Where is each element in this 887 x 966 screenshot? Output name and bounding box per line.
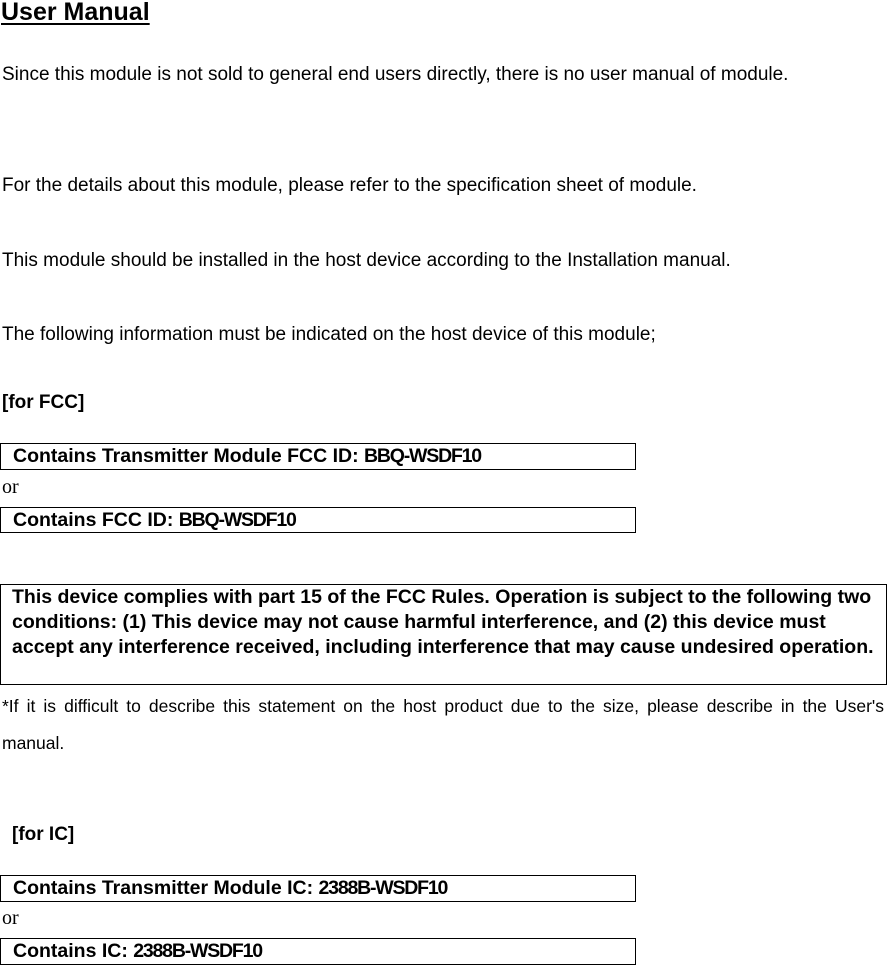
ic-or-text: or (2, 907, 19, 929)
fcc-short-label-text: Contains FCC ID: (13, 509, 179, 531)
fcc-section-heading: [for FCC] (2, 392, 85, 413)
fcc-or-text: or (2, 476, 19, 498)
fcc-module-label-box (0, 443, 636, 470)
ic-short-label-box (0, 938, 636, 965)
paragraph-installation: This module should be installed in the host device according to the Installation manual. (2, 250, 731, 271)
paragraph-no-user-manual: Since this module is not sold to general end users directly, there is no user manual of module. (2, 64, 789, 85)
fcc-module-label (13, 445, 481, 468)
fcc-short-label (13, 509, 296, 532)
ic-module-label (13, 877, 447, 900)
ic-short-label-text: Contains IC: (13, 940, 134, 962)
paragraph-specification-reference: For the details about this module, please refer to the specification sheet of module. (2, 175, 697, 196)
page-title: User Manual (1, 0, 150, 26)
ic-short-label (13, 940, 262, 963)
fcc-id-value-short: BBQ-WSDF10 (178, 509, 296, 531)
fcc-compliance-statement-box (0, 584, 887, 685)
fcc-id-value: BBQ-WSDF10 (364, 445, 481, 467)
ic-module-label-box (0, 875, 636, 902)
fcc-compliance-statement: This device complies with part 15 of the FCC Rules. Operation is subject to the following two conditions: (1) This device may not cause harmful interference, and (2) this device must accept any interference received, including interference that may cause undesired operation. (12, 586, 874, 658)
ic-module-label-text: Contains Transmitter Module IC: (13, 877, 319, 899)
fcc-short-label-box (0, 507, 636, 533)
paragraph-host-labeling: The following information must be indicated on the host device of this module; (2, 324, 656, 345)
fcc-module-label-text: Contains Transmitter Module FCC ID: (13, 445, 365, 467)
fcc-statement-note: *If it is difficult to describe this statement on the host product due to the size, please describe in the User's manual. (2, 696, 884, 753)
ic-section-heading: [for IC] (12, 824, 75, 845)
ic-id-value-short: 2388B-WSDF10 (133, 940, 262, 962)
ic-id-value: 2388B-WSDF10 (318, 877, 448, 899)
